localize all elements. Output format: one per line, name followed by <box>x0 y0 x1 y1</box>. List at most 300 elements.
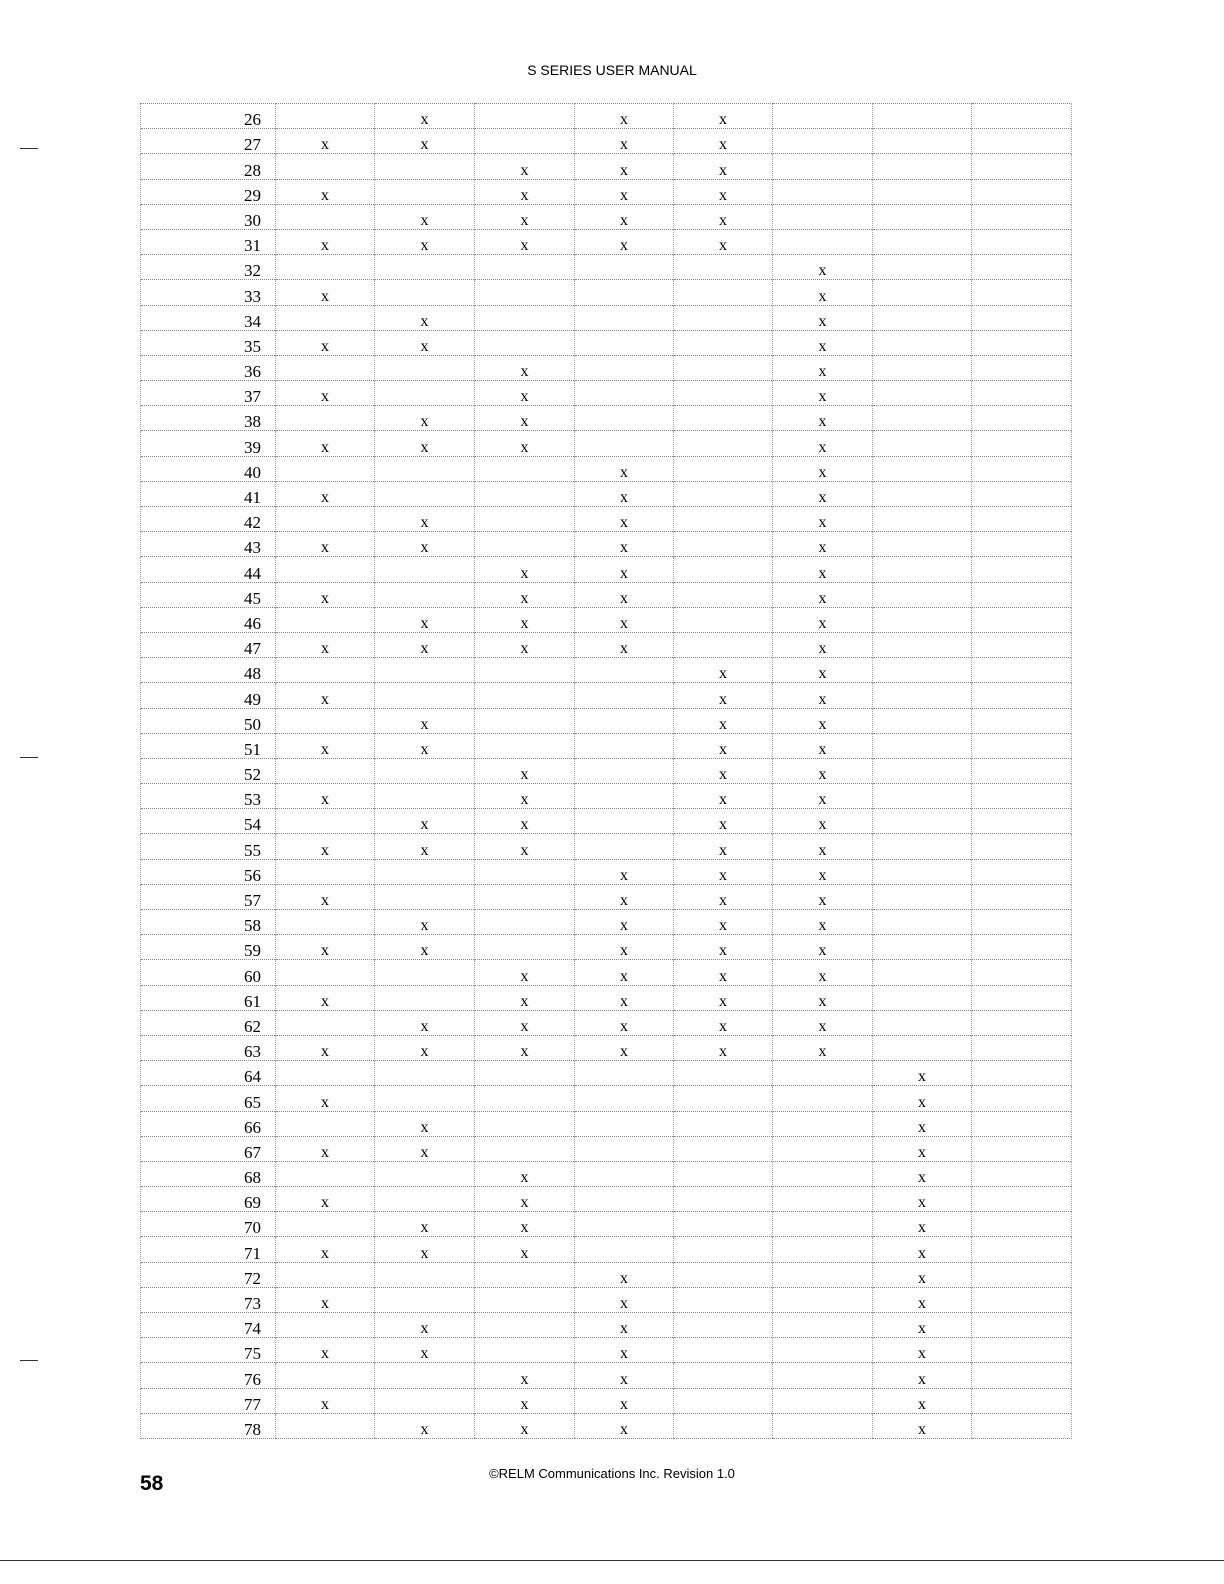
cell-col-4 <box>575 758 674 783</box>
cell-col-1 <box>276 859 375 884</box>
cell-col-7 <box>873 557 972 582</box>
row-number: 70 <box>141 1212 276 1237</box>
cell-col-6 <box>773 154 873 179</box>
row-number: 63 <box>141 1035 276 1060</box>
cell-col-7 <box>873 154 972 179</box>
cell-col-3: x <box>475 179 575 204</box>
cell-col-6: x <box>773 456 873 481</box>
cell-col-2 <box>375 1061 475 1086</box>
cell-col-2 <box>375 784 475 809</box>
cell-col-3 <box>475 1061 575 1086</box>
cell-col-7: x <box>873 1237 972 1262</box>
cell-col-5 <box>674 1363 773 1388</box>
cell-col-7: x <box>873 1161 972 1186</box>
cell-col-1: x <box>276 1287 375 1312</box>
cell-col-7 <box>873 683 972 708</box>
cell-col-6: x <box>773 884 873 909</box>
cell-col-6: x <box>773 255 873 280</box>
cell-col-3 <box>475 1136 575 1161</box>
cell-col-4 <box>575 683 674 708</box>
cell-col-1 <box>276 1313 375 1338</box>
cell-col-1: x <box>276 935 375 960</box>
cell-col-3 <box>475 733 575 758</box>
cell-col-2: x <box>375 1111 475 1136</box>
cell-col-7: x <box>873 1111 972 1136</box>
cell-col-2 <box>375 758 475 783</box>
cell-col-8 <box>972 456 1072 481</box>
cell-col-8 <box>972 733 1072 758</box>
cell-col-1: x <box>276 632 375 657</box>
cell-col-4: x <box>575 985 674 1010</box>
cell-col-3: x <box>475 985 575 1010</box>
cell-col-4: x <box>575 1262 674 1287</box>
cell-col-8 <box>972 431 1072 456</box>
cell-col-4: x <box>575 104 674 129</box>
cell-col-4 <box>575 431 674 456</box>
cell-col-8 <box>972 1086 1072 1111</box>
row-number: 65 <box>141 1086 276 1111</box>
cell-col-4: x <box>575 229 674 254</box>
cell-col-7 <box>873 784 972 809</box>
cell-col-4: x <box>575 1035 674 1060</box>
table-row <box>141 1363 1072 1388</box>
row-number: 32 <box>141 255 276 280</box>
page-header-title: S SERIES USER MANUAL <box>527 62 697 78</box>
row-number: 28 <box>141 154 276 179</box>
cell-col-1: x <box>276 381 375 406</box>
cell-col-8 <box>972 1262 1072 1287</box>
margin-mark <box>20 757 38 758</box>
row-number: 35 <box>141 330 276 355</box>
cell-col-2: x <box>375 104 475 129</box>
cell-col-6: x <box>773 607 873 632</box>
row-number: 64 <box>141 1061 276 1086</box>
cell-col-1: x <box>276 784 375 809</box>
cell-col-3: x <box>475 809 575 834</box>
row-number: 74 <box>141 1313 276 1338</box>
cell-col-5 <box>674 1338 773 1363</box>
cell-col-3 <box>475 1313 575 1338</box>
cell-col-4: x <box>575 204 674 229</box>
cell-col-5 <box>674 1313 773 1338</box>
cell-col-8 <box>972 255 1072 280</box>
table-row <box>141 557 1072 582</box>
cell-col-3: x <box>475 229 575 254</box>
cell-col-8 <box>972 1061 1072 1086</box>
row-number: 43 <box>141 532 276 557</box>
cell-col-2: x <box>375 834 475 859</box>
cell-col-4: x <box>575 960 674 985</box>
cell-col-3 <box>475 884 575 909</box>
cell-col-1: x <box>276 1086 375 1111</box>
cell-col-2: x <box>375 607 475 632</box>
row-number: 41 <box>141 481 276 506</box>
cell-col-1: x <box>276 1237 375 1262</box>
table-row <box>141 1338 1072 1363</box>
cell-col-5: x <box>674 859 773 884</box>
cell-col-2 <box>375 154 475 179</box>
cell-col-2: x <box>375 229 475 254</box>
cell-col-8 <box>972 784 1072 809</box>
cell-col-6: x <box>773 507 873 532</box>
cell-col-4 <box>575 733 674 758</box>
row-number: 59 <box>141 935 276 960</box>
cell-col-8 <box>972 204 1072 229</box>
margin-mark <box>20 1360 38 1361</box>
page-number: 58 <box>140 1472 164 1495</box>
cell-col-3 <box>475 280 575 305</box>
table-row <box>141 1388 1072 1413</box>
cell-col-6: x <box>773 355 873 380</box>
cell-col-2 <box>375 280 475 305</box>
cell-col-6 <box>773 129 873 154</box>
cell-col-8 <box>972 1035 1072 1060</box>
cell-col-6: x <box>773 381 873 406</box>
row-number: 49 <box>141 683 276 708</box>
cell-col-5: x <box>674 935 773 960</box>
cell-col-6 <box>773 1287 873 1312</box>
cell-col-6: x <box>773 658 873 683</box>
cell-col-1 <box>276 305 375 330</box>
cell-col-2 <box>375 179 475 204</box>
row-number: 42 <box>141 507 276 532</box>
cell-col-4: x <box>575 1363 674 1388</box>
cell-col-1 <box>276 1262 375 1287</box>
cell-col-3: x <box>475 431 575 456</box>
cell-col-8 <box>972 1313 1072 1338</box>
cell-col-7 <box>873 305 972 330</box>
cell-col-6: x <box>773 632 873 657</box>
cell-col-6 <box>773 229 873 254</box>
cell-col-5 <box>674 255 773 280</box>
cell-col-8 <box>972 229 1072 254</box>
cell-col-5 <box>674 632 773 657</box>
cell-col-4 <box>575 1086 674 1111</box>
cell-col-4 <box>575 355 674 380</box>
cell-col-2 <box>375 1161 475 1186</box>
cell-col-6 <box>773 179 873 204</box>
table-row <box>141 683 1072 708</box>
cell-col-6: x <box>773 683 873 708</box>
cell-col-1 <box>276 255 375 280</box>
cell-col-2: x <box>375 708 475 733</box>
cell-col-3 <box>475 330 575 355</box>
row-number: 31 <box>141 229 276 254</box>
cell-col-1 <box>276 1111 375 1136</box>
cell-col-8 <box>972 481 1072 506</box>
cell-col-6 <box>773 1237 873 1262</box>
row-number: 58 <box>141 910 276 935</box>
cell-col-6: x <box>773 859 873 884</box>
cell-col-4 <box>575 255 674 280</box>
cell-col-7 <box>873 255 972 280</box>
cell-col-8 <box>972 1161 1072 1186</box>
cell-col-8 <box>972 104 1072 129</box>
cell-col-7: x <box>873 1413 972 1438</box>
cell-col-4: x <box>575 935 674 960</box>
table-row <box>141 104 1072 129</box>
table-row <box>141 204 1072 229</box>
cell-col-6: x <box>773 532 873 557</box>
cell-col-4 <box>575 809 674 834</box>
cell-col-2 <box>375 859 475 884</box>
cell-col-4: x <box>575 507 674 532</box>
cell-col-5 <box>674 1237 773 1262</box>
table-row <box>141 607 1072 632</box>
cell-col-4: x <box>575 154 674 179</box>
row-number: 75 <box>141 1338 276 1363</box>
table-row <box>141 456 1072 481</box>
cell-col-1 <box>276 1363 375 1388</box>
cell-col-7 <box>873 834 972 859</box>
cell-col-4: x <box>575 557 674 582</box>
footer-copyright: ©RELM Communications Inc. Revision 1.0 <box>489 1466 735 1481</box>
cell-col-7 <box>873 507 972 532</box>
cell-col-6: x <box>773 985 873 1010</box>
cell-col-6: x <box>773 758 873 783</box>
cell-col-1 <box>276 154 375 179</box>
table-row <box>141 406 1072 431</box>
cell-col-7: x <box>873 1313 972 1338</box>
cell-col-5 <box>674 507 773 532</box>
row-number: 73 <box>141 1287 276 1312</box>
cell-col-5 <box>674 305 773 330</box>
table-row <box>141 1287 1072 1312</box>
cell-col-5 <box>674 330 773 355</box>
cell-col-4 <box>575 1111 674 1136</box>
cell-col-3 <box>475 658 575 683</box>
cell-col-1: x <box>276 431 375 456</box>
table-row <box>141 809 1072 834</box>
margin-mark <box>20 148 38 149</box>
cell-col-4 <box>575 1161 674 1186</box>
cell-col-7 <box>873 632 972 657</box>
cell-col-1 <box>276 204 375 229</box>
cell-col-8 <box>972 834 1072 859</box>
cell-col-1 <box>276 607 375 632</box>
cell-col-5 <box>674 355 773 380</box>
cell-col-8 <box>972 884 1072 909</box>
cell-col-2: x <box>375 204 475 229</box>
cell-col-3 <box>475 935 575 960</box>
cell-col-6 <box>773 1086 873 1111</box>
table-row <box>141 229 1072 254</box>
cell-col-1: x <box>276 1338 375 1363</box>
row-number: 78 <box>141 1413 276 1438</box>
cell-col-8 <box>972 154 1072 179</box>
cell-col-3: x <box>475 154 575 179</box>
cell-col-6 <box>773 1161 873 1186</box>
cell-col-7 <box>873 658 972 683</box>
table-row <box>141 1313 1072 1338</box>
cell-col-7 <box>873 532 972 557</box>
cell-col-3 <box>475 859 575 884</box>
cell-col-4 <box>575 1212 674 1237</box>
cell-col-3 <box>475 910 575 935</box>
cell-col-1: x <box>276 280 375 305</box>
cell-col-3: x <box>475 355 575 380</box>
row-number: 55 <box>141 834 276 859</box>
cell-col-5 <box>674 481 773 506</box>
cell-col-5 <box>674 1212 773 1237</box>
row-number: 29 <box>141 179 276 204</box>
table-row <box>141 1061 1072 1086</box>
table-row <box>141 733 1072 758</box>
cell-col-2: x <box>375 733 475 758</box>
cell-col-8 <box>972 985 1072 1010</box>
row-number: 52 <box>141 758 276 783</box>
cell-col-4 <box>575 1061 674 1086</box>
cell-col-1: x <box>276 582 375 607</box>
cell-col-5 <box>674 557 773 582</box>
cell-col-8 <box>972 557 1072 582</box>
cell-col-3: x <box>475 1363 575 1388</box>
cell-col-4 <box>575 1136 674 1161</box>
cell-col-8 <box>972 1111 1072 1136</box>
cell-col-6: x <box>773 582 873 607</box>
table-row <box>141 985 1072 1010</box>
cell-col-3 <box>475 1338 575 1363</box>
cell-col-6: x <box>773 406 873 431</box>
cell-col-7 <box>873 330 972 355</box>
table-row <box>141 431 1072 456</box>
cell-col-3: x <box>475 960 575 985</box>
cell-col-5 <box>674 1287 773 1312</box>
cell-col-2 <box>375 355 475 380</box>
cell-col-3: x <box>475 557 575 582</box>
cell-col-7: x <box>873 1212 972 1237</box>
cell-col-5: x <box>674 784 773 809</box>
cell-col-7 <box>873 607 972 632</box>
row-number: 50 <box>141 708 276 733</box>
table-row <box>141 1035 1072 1060</box>
table-row <box>141 1187 1072 1212</box>
cell-col-8 <box>972 758 1072 783</box>
cell-col-2 <box>375 1187 475 1212</box>
cell-col-6: x <box>773 708 873 733</box>
cell-col-8 <box>972 280 1072 305</box>
cell-col-2: x <box>375 1010 475 1035</box>
cell-col-6: x <box>773 280 873 305</box>
cell-col-5: x <box>674 129 773 154</box>
cell-col-8 <box>972 507 1072 532</box>
cell-col-8 <box>972 1287 1072 1312</box>
cell-col-8 <box>972 683 1072 708</box>
cell-col-4 <box>575 381 674 406</box>
cell-col-3 <box>475 481 575 506</box>
cell-col-1: x <box>276 1136 375 1161</box>
cell-col-5: x <box>674 834 773 859</box>
cell-col-6 <box>773 1313 873 1338</box>
cell-col-5 <box>674 1413 773 1438</box>
cell-col-4: x <box>575 859 674 884</box>
cell-col-1: x <box>276 532 375 557</box>
cell-col-8 <box>972 532 1072 557</box>
cell-col-5 <box>674 532 773 557</box>
cell-col-7 <box>873 456 972 481</box>
cell-col-1 <box>276 708 375 733</box>
cell-col-2 <box>375 683 475 708</box>
table-row <box>141 1161 1072 1186</box>
cell-col-8 <box>972 859 1072 884</box>
cell-col-8 <box>972 935 1072 960</box>
cell-col-6 <box>773 1187 873 1212</box>
cell-col-5 <box>674 280 773 305</box>
cell-col-3: x <box>475 607 575 632</box>
row-number: 69 <box>141 1187 276 1212</box>
table-row <box>141 960 1072 985</box>
cell-col-6: x <box>773 330 873 355</box>
cell-col-3 <box>475 1262 575 1287</box>
cell-col-1: x <box>276 481 375 506</box>
cell-col-8 <box>972 607 1072 632</box>
cell-col-6 <box>773 1136 873 1161</box>
row-number: 77 <box>141 1388 276 1413</box>
cell-col-3: x <box>475 834 575 859</box>
cell-col-8 <box>972 1187 1072 1212</box>
cell-col-3 <box>475 532 575 557</box>
cell-col-7 <box>873 582 972 607</box>
cell-col-2 <box>375 557 475 582</box>
cell-col-7 <box>873 104 972 129</box>
cell-col-7 <box>873 884 972 909</box>
cell-col-4 <box>575 658 674 683</box>
cell-col-3: x <box>475 582 575 607</box>
cell-col-5: x <box>674 229 773 254</box>
cell-col-4 <box>575 834 674 859</box>
row-number: 40 <box>141 456 276 481</box>
cell-col-8 <box>972 1136 1072 1161</box>
cell-col-1 <box>276 1161 375 1186</box>
cell-col-4: x <box>575 607 674 632</box>
cell-col-5 <box>674 1187 773 1212</box>
cell-col-2: x <box>375 431 475 456</box>
cell-col-1 <box>276 1010 375 1035</box>
cell-col-2 <box>375 1287 475 1312</box>
cell-col-7 <box>873 179 972 204</box>
table-row <box>141 935 1072 960</box>
cell-col-8 <box>972 1237 1072 1262</box>
cell-col-3: x <box>475 1388 575 1413</box>
bottom-rule <box>0 1560 1224 1561</box>
cell-col-2: x <box>375 406 475 431</box>
row-number: 66 <box>141 1111 276 1136</box>
cell-col-1 <box>276 1413 375 1438</box>
cell-col-2: x <box>375 1212 475 1237</box>
cell-col-5: x <box>674 154 773 179</box>
cell-col-5 <box>674 431 773 456</box>
cell-col-6: x <box>773 733 873 758</box>
row-number: 26 <box>141 104 276 129</box>
cell-col-2: x <box>375 129 475 154</box>
cell-col-5: x <box>674 179 773 204</box>
cell-col-8 <box>972 406 1072 431</box>
cell-col-7 <box>873 758 972 783</box>
cell-col-7 <box>873 910 972 935</box>
table-row <box>141 129 1072 154</box>
row-number: 57 <box>141 884 276 909</box>
cell-col-7: x <box>873 1338 972 1363</box>
cell-col-4: x <box>575 1388 674 1413</box>
cell-col-2: x <box>375 1035 475 1060</box>
cell-col-1: x <box>276 884 375 909</box>
cell-col-7 <box>873 708 972 733</box>
cell-col-1 <box>276 355 375 380</box>
cell-col-2 <box>375 960 475 985</box>
row-number: 53 <box>141 784 276 809</box>
cell-col-7: x <box>873 1061 972 1086</box>
row-number: 61 <box>141 985 276 1010</box>
